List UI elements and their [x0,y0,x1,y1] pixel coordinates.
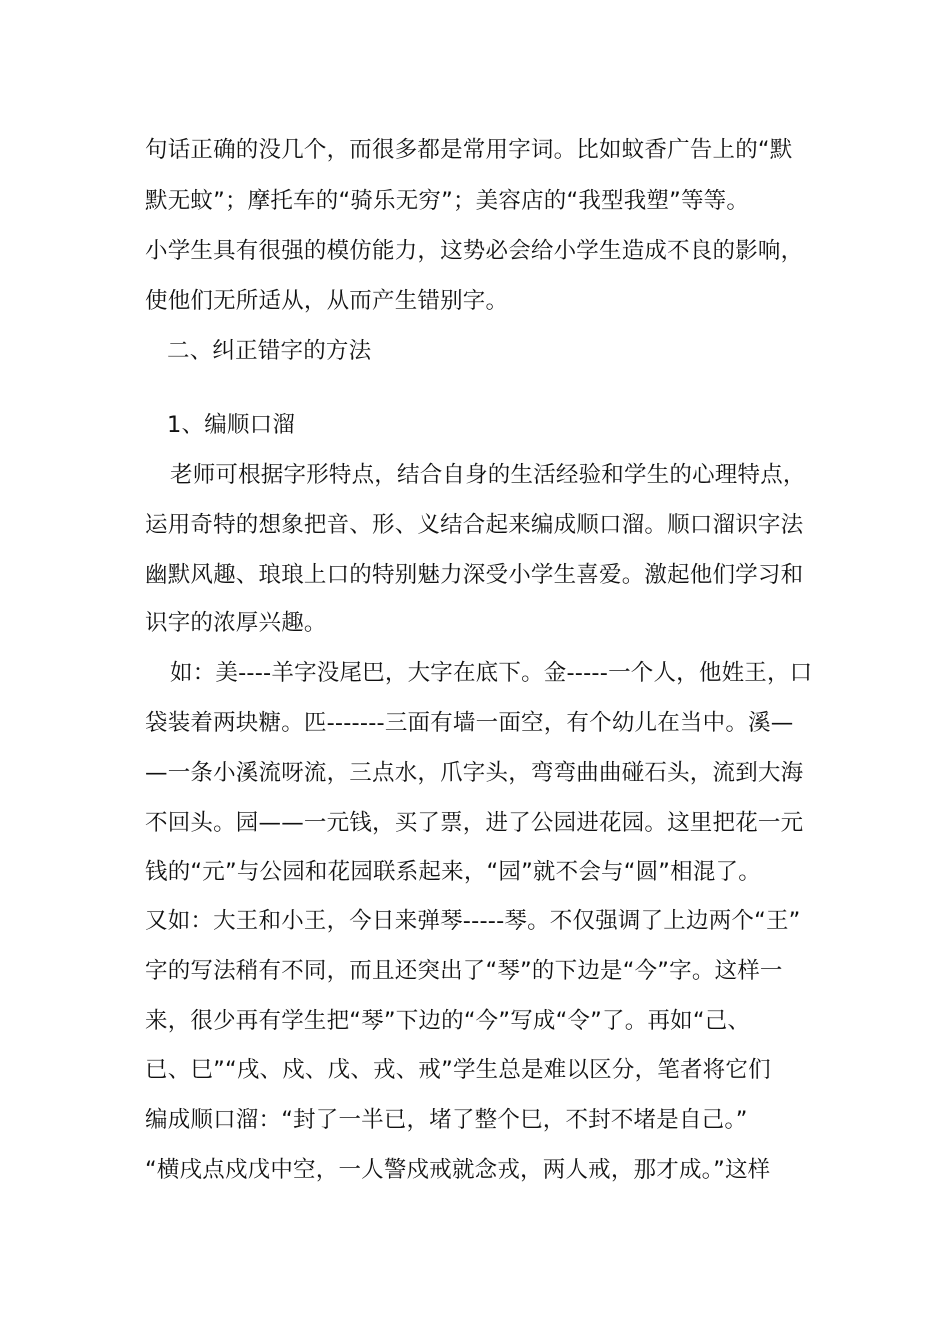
body-text-line: 小学生具有很强的模仿能力，这势必会给小学生造成不良的影响， [145,238,804,264]
body-text-line: 又如：大王和小王，今日来弹琴-----琴。不仅强调了上边两个“王” [145,908,801,934]
body-text-line: 运用奇特的想象把音、形、义结合起来编成顺口溜。顺口溜识字法 [145,512,804,538]
body-text-line: 钱的“元”与公园和花园联系起来，“园”就不会与“圆”相混了。 [145,859,761,885]
body-text-line: 字的写法稍有不同，而且还突出了“琴”的下边是“今”字。这样一 [145,958,783,984]
body-text-line: 不回头。园——一元钱，买了票，进了公园进花园。这里把花一元 [145,810,804,836]
body-text-line: 已、巳”“戌、戍、戊、戎、戒”学生总是难以区分，笔者将它们 [145,1057,771,1083]
subsection-heading: 1、编顺口溜 [167,412,296,438]
body-text-line: 幽默风趣、琅琅上口的特别魅力深受小学生喜爱。激起他们学习和 [145,562,804,588]
body-text-line: 默无蚊”；摩托车的“骑乐无穷”；美容店的“我型我塑”等等。 [145,188,750,214]
body-text-line: 句话正确的没几个，而很多都是常用字词。比如蚊香广告上的“默 [145,137,793,163]
body-text-line: 袋装着两块糖。匹-------三面有墙一面空，有个幼儿在当中。溪— [145,710,794,736]
body-text-line: “横戌点戍戊中空，一人警戍戒就念戎，两人戒，那才成。”这样 [145,1157,771,1183]
body-text-line: 编成顺口溜：“封了一半已，堵了整个巳，不封不堵是自己。” [145,1107,748,1133]
body-text-line: 老师可根据字形特点，结合自身的生活经验和学生的心理特点， [170,462,806,488]
body-text-line: 来，很少再有学生把“琴”下边的“今”写成“令”了。再如“己、 [145,1008,751,1034]
body-text-line: 使他们无所适从，从而产生错别字。 [145,288,509,314]
section-heading: 二、纠正错字的方法 [167,338,372,364]
body-text-line: 识字的浓厚兴趣。 [145,610,327,636]
body-text-line: —一条小溪流呀流，三点水，爪字头，弯弯曲曲碰石头，流到大海 [145,760,804,786]
body-text-line: 如：美----羊字没尾巴，大字在底下。金-----一个人，他姓王，口 [170,660,813,686]
